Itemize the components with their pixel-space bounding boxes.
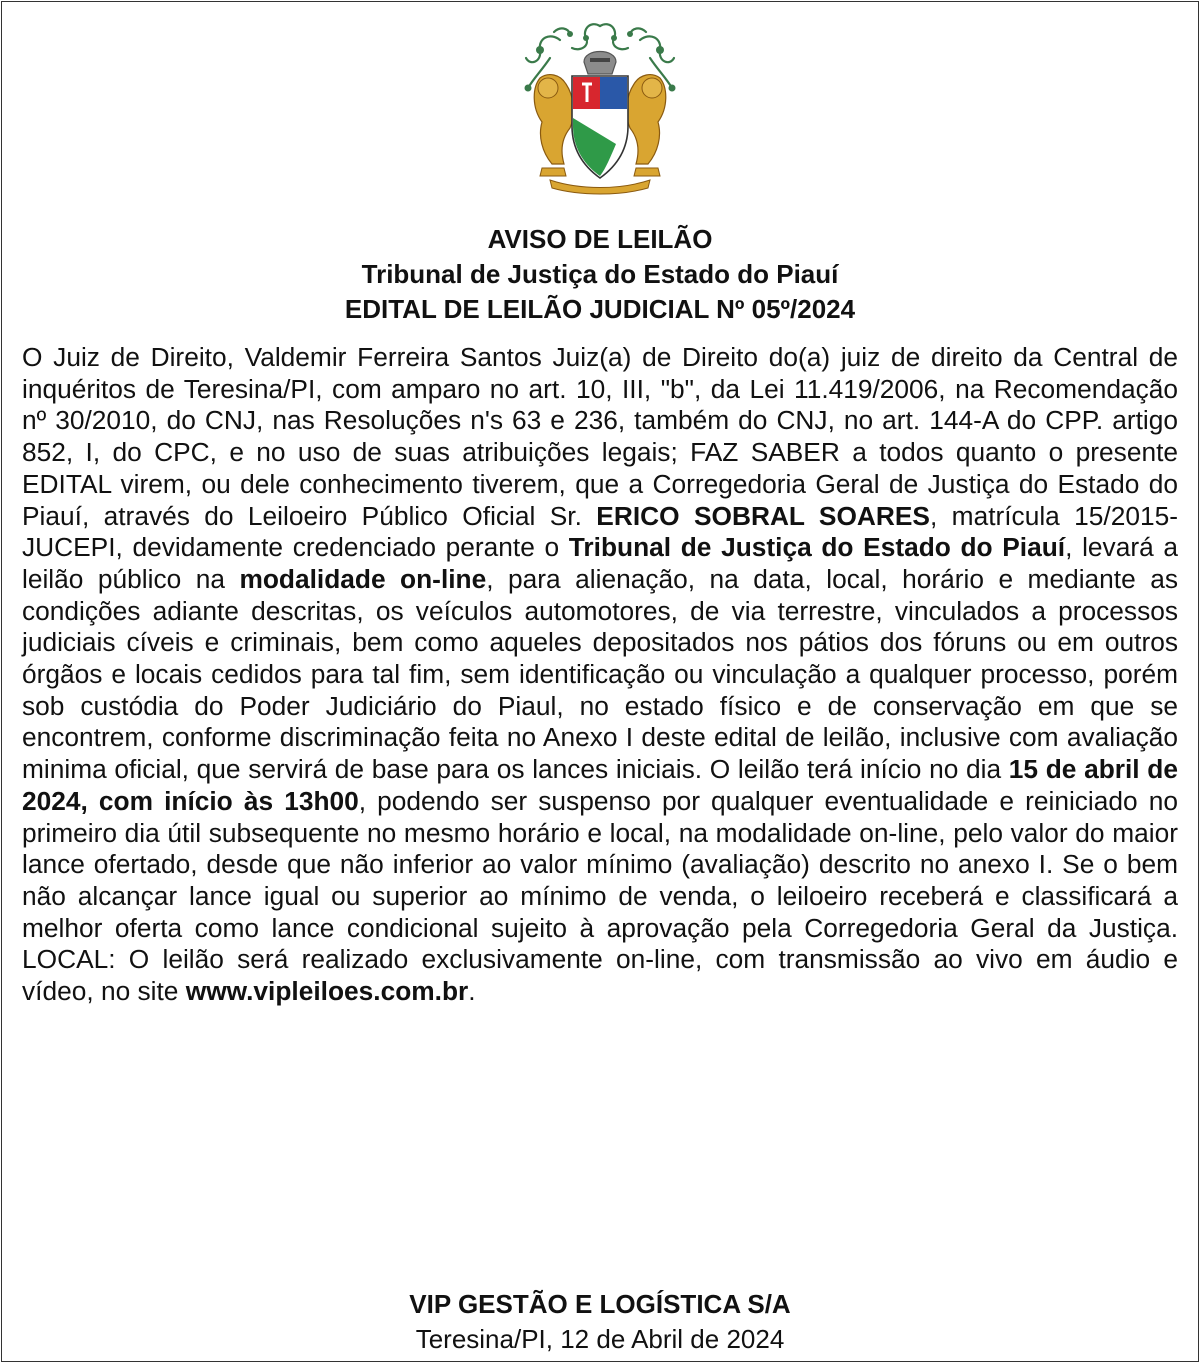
body-text-part: , podendo ser suspenso por qualquer eventualidade e reiniciado no primeiro dia útil subsequente no mesmo horário e local, na modalidade on-line, pelo valor do maior lance ofertado, desde que não inferior ao valor mínimo (avaliação) descrito no anexo I. Se o bem não alcançar lance igual ou superior ao mínimo de venda, o leiloeiro receberá e classificará a melhor oferta como lance condicional sujeito à aprovação pela Corregedoria Geral da Justiça. LOCAL: O leilão será realizado exclusivamente on-line, com transmissão ao vivo em áudio e vídeo, no site xyxy=(22,785,1178,1007)
body-text-part: O Juiz de Direito, Valdemir Ferreira Santos Juiz(a) de Direito do(a) juiz de direito da Central de inquéritos de Teresina/PI, com amparo no art. 10, III, "b", da Lei 11.419/2006, na Recomendação nº 30/2010, do CNJ, nas Resoluções n's 63 e 236, também do CNJ, no art. 144-A do CPP. artigo 852, I, do CPC, e no uso de suas atribuições legais; FAZ SABER a todos quanto o presente EDITAL virem, ou dele conhecimento tiverem, que a Corregedoria Geral de Justiça do Estado do Piauí, através do Leiloeiro Público Oficial Sr. xyxy=(22,342,1178,531)
shield xyxy=(572,76,628,178)
edict-body xyxy=(22,342,1178,1008)
company-name: VIP GESTÃO E LOGÍSTICA S/A xyxy=(409,1289,791,1319)
coat-of-arms-emblem xyxy=(520,18,680,198)
auction-website: www.vipleiloes.com.br xyxy=(185,976,469,1007)
body-text-part: , para alienação, na data, local, horário e mediante as condições adiante descritas, os veículos automotores, de via terrestre, vinculados a processos judiciais cíveis e criminais, bem como aqueles depositados nos pátios dos fóruns ou em outros órgãos e locais cedidos para tal fim, sem identificação ou vinculação a qualquer processo, porém sob custódia do Poder Judiciário do Piaul, no estado físico e de conservação em que se encontrem, conforme discriminação feita no Anexo I deste edital de leilão, inclusive com avaliação minima oficial, que servirá de base para os lances iniciais. O leilão terá início no dia xyxy=(22,563,1178,785)
left-lion-supporter xyxy=(534,75,573,176)
court-name: Tribunal de Justiça do Estado do Piauí xyxy=(361,259,839,289)
auctioneer-name: ERICO SOBRAL SOARES xyxy=(596,500,930,531)
body-text-part: , levará a leilão público na xyxy=(22,532,1178,594)
edict-number: EDITAL DE LEILÃO JUDICIAL Nº 05º/2024 xyxy=(344,294,856,324)
signature-block xyxy=(0,1287,1200,1357)
notice-title: AVISO DE LEILÃO xyxy=(487,224,713,254)
tribunal-name: Tribunal de Justiça do Estado do Piauí xyxy=(568,532,1066,563)
auction-start-date: 15 de abril de 2024, com início às 13h00 xyxy=(22,754,1178,816)
place-and-date: Teresina/PI, 12 de Abril de 2024 xyxy=(415,1324,785,1354)
body-text-part: . xyxy=(468,976,476,1007)
auction-modality: modalidade on-line xyxy=(239,563,487,594)
right-lion-supporter xyxy=(627,75,666,176)
notice-header xyxy=(0,222,1200,327)
body-text-part: , matrícula 15/2015-JUCEPI, devidamente credenciado perante o xyxy=(22,500,1178,563)
